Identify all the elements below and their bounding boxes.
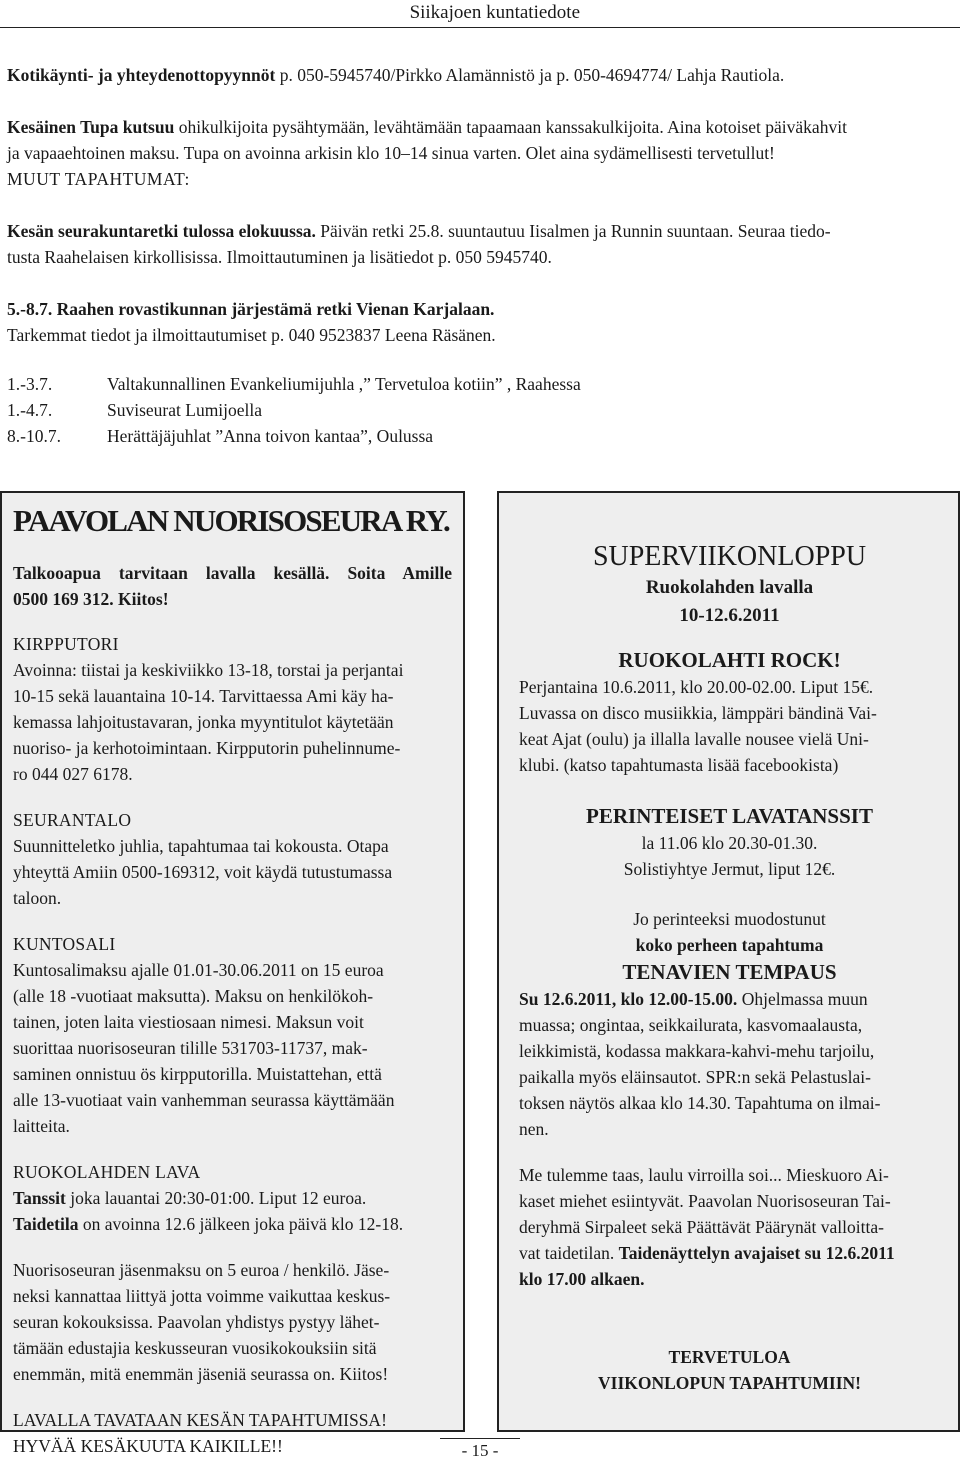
- taidetila-line: [13, 1211, 452, 1237]
- right-box-title: SUPERVIIKONLOPPU: [592, 541, 867, 572]
- rock-heading: RUOKOLAHTI ROCK!: [618, 648, 841, 672]
- tenavien-date: Su 12.6.2011, klo 12.00-15.00.: [519, 989, 738, 1009]
- talkoo-line-2: 0500 169 312. Kiitos!: [13, 589, 169, 609]
- header-rule: [0, 27, 960, 28]
- kirpputori-line: nuoriso- ja kerhotoimintaan. Kirpputorin puhelinnume-: [13, 738, 401, 758]
- kirpputori-line: ro 044 027 6178.: [13, 764, 133, 784]
- ruokolahden-lava-heading: RUOKOLAHDEN LAVA: [13, 1162, 201, 1182]
- seurantalo-heading: SEURANTALO: [13, 810, 132, 830]
- kirpputori-line: Avoinna: tiistai ja keskiviikko 13-18, torstai ja perjantai: [13, 660, 404, 680]
- right-box-subtitle: Ruokolahden lavalla: [645, 577, 814, 598]
- tenavien-line: toksen näytös alkaa klo 14.30. Tapahtuma on ilmai-: [519, 1093, 881, 1113]
- jasenmaksu-line: enemmän, mitä enemmän jäseniä seurassa on. Kiitos!: [13, 1364, 389, 1384]
- avajaiset-time: klo 17.00 alkaen.: [519, 1269, 645, 1289]
- talkoo-line-1: Talkooapua tarvitaan lavalla kesällä. Soita Amille: [13, 563, 452, 583]
- avajaiset-text: Taidenäyttelyn avajaiset su 12.6.2011: [618, 1243, 895, 1263]
- page-number: - 15 -: [461, 1441, 499, 1460]
- taidetila-text: vat taidetilan.: [519, 1243, 619, 1263]
- contact-label: Kotikäynti- ja yhteydenottopyynnöt: [7, 65, 276, 85]
- tenavien-line: [519, 986, 940, 1012]
- kuntosali-line: suorittaa nuorisoseuran tilille 531703-11737, mak-: [13, 1038, 368, 1058]
- kuntosali-line: tainen, joten laita viestiosaan nimesi. Maksun voit: [13, 1012, 364, 1032]
- event-date: 1.-3.7.: [7, 374, 53, 394]
- tenavien-line: paikalla myös eläinsautot. SPR:n sekä Pelastuslai-: [519, 1067, 871, 1087]
- kirpputori-line: 10-15 sekä lauantaina 10-14. Tarvittaessa Ami käy ha-: [13, 686, 394, 706]
- jasenmaksu-line: tämään edustajia keskusseuran vuosikokouksiin sitä: [13, 1338, 377, 1358]
- tenavien-heading: TENAVIEN TEMPAUS: [622, 960, 837, 984]
- superviikonloppu-box: [497, 491, 960, 1432]
- koko-perheen-line: koko perheen tapahtuma: [635, 935, 824, 955]
- tanssit-line: [13, 1185, 452, 1211]
- seurantalo-line: Suunnitteletko juhlia, tapahtumaa tai kokousta. Otapa: [13, 836, 389, 856]
- mieskuoro-line: [519, 1240, 940, 1266]
- tenavien-line: nen.: [519, 1119, 549, 1139]
- list-item: [7, 371, 953, 397]
- tervetuloa-line-1: TERVETULOA: [668, 1347, 791, 1367]
- contact-paragraph: [7, 62, 953, 88]
- perinteeksi-line: Jo perinteeksi muodostunut: [633, 909, 826, 929]
- muut-tapahtumat-heading: MUUT TAPAHTUMAT:: [7, 169, 190, 189]
- kuntosali-line: laitteita.: [13, 1116, 70, 1136]
- contact-text: p. 050-5945740/Pirkko Alamännistö ja p. 050-4694774/ Lahja Rautiola.: [275, 65, 785, 85]
- tenavien-line: muassa; ongintaa, seikkailurata, kasvomaalausta,: [519, 1015, 863, 1035]
- perinteiset-line-1: la 11.06 klo 20.30-01.30.: [641, 833, 818, 853]
- taidetila-label: Taidetila: [13, 1214, 79, 1234]
- event-date: 8.-10.7.: [7, 426, 61, 446]
- closing-line-1: LAVALLA TAVATAAN KESÄN TAPAHTUMISSA!: [13, 1410, 387, 1430]
- taidetila-text: on avoinna 12.6 jälkeen joka päivä klo 12-18.: [78, 1214, 404, 1234]
- retki-label: Kesän seurakuntaretki tulossa elokuussa.: [7, 221, 316, 241]
- list-item: [7, 423, 953, 449]
- perinteiset-line-2: Solistiyhtye Jermut, liput 12€.: [623, 859, 836, 879]
- mieskuoro-line: kaset miehet esiintyvät. Paavolan Nuorisoseuran Tai-: [519, 1191, 891, 1211]
- mieskuoro-line: deryhmä Sirpaleet sekä Päättävät Päärynät valloitta-: [519, 1217, 884, 1237]
- paavola-nuorisoseura-box: [0, 491, 465, 1456]
- retki-text-2: tusta Raahelaisen kirkollisissa. Ilmoittautuminen ja lisätiedot p. 050 5945740.: [7, 247, 552, 267]
- vienan-paragraph: [7, 296, 953, 348]
- tupa-text-1: ohikulkijoita pysähtymään, levähtämään tapaamaan kanssakulkijoita. Aina kotoiset päiväkahvit: [174, 117, 847, 137]
- rock-line: klubi. (katso tapahtumasta lisää facebookista): [519, 755, 839, 775]
- tervetuloa-line-2: VIIKONLOPUN TAPAHTUMIIN!: [598, 1373, 861, 1393]
- jasenmaksu-line: seuran kokouksissa. Paavolan yhdistys pystyy lähet-: [13, 1312, 380, 1332]
- kuntosali-line: alle 13-vuotiaat vain vanhemman seurassa käyttämään: [13, 1090, 395, 1110]
- seurantalo-line: yhteyttä Amiin 0500-169312, voit käydä tutustumassa: [13, 862, 393, 882]
- event-text: Herättäjäjuhlat ”Anna toivon kantaa”, Oulussa: [107, 426, 434, 446]
- event-text: Suviseurat Lumijoella: [107, 400, 263, 420]
- event-text: Valtakunnallinen Evankeliumijuhla ,” Tervetuloa kotiin” , Raahessa: [107, 374, 581, 394]
- rock-line: keat Ajat (oulu) ja illalla lavalle nousee vielä Uni-: [519, 729, 869, 749]
- kuntosali-line: (alle 18 -vuotiaat maksutta). Maksu on henkilökoh-: [13, 986, 374, 1006]
- closing-line-2: HYVÄÄ KESÄKUUTA KAIKILLE!!: [13, 1436, 283, 1456]
- event-date: 1.-4.7.: [7, 400, 53, 420]
- tanssit-label: Tanssit: [13, 1188, 66, 1208]
- seurantalo-line: taloon.: [13, 888, 62, 908]
- jasenmaksu-line: neksi kannattaa liittyä jotta voimme vaikuttaa keskus-: [13, 1286, 391, 1306]
- jasenmaksu-line: Nuorisoseuran jäsenmaksu on 5 euroa / henkilö. Jäse-: [13, 1260, 390, 1280]
- tenavien-text: Ohjelmassa muun: [737, 989, 868, 1009]
- vienan-heading: 5.-8.7. Raahen rovastikunnan järjestämä retki Vienan Karjalaan.: [7, 299, 495, 319]
- tupa-text-2: ja vapaaehtoinen maksu. Tupa on avoinna arkisin klo 10–14 sinua varten. Olet aina sydämellisesti tervetullut!: [7, 143, 775, 163]
- tenavien-line: leikkimistä, kodassa makkara-kahvi-mehu tarjoilu,: [519, 1041, 875, 1061]
- tupa-paragraph: [7, 114, 953, 192]
- right-box-dates: 10-12.6.2011: [679, 605, 780, 626]
- vienan-text: Tarkemmat tiedot ja ilmoittautumiset p. 040 9523837 Leena Räsänen.: [7, 325, 496, 345]
- page-header: [0, 0, 960, 29]
- tupa-label: Kesäinen Tupa kutsuu: [7, 117, 175, 137]
- list-item: [7, 397, 953, 423]
- rock-line: Perjantaina 10.6.2011, klo 20.00-02.00. Liput 15€.: [519, 677, 874, 697]
- publication-title: Siikajoen kuntatiedote: [409, 2, 580, 23]
- kuntosali-line: saminen onnistuu ös kirpputorilla. Muistattehan, että: [13, 1064, 382, 1084]
- kuntosali-line: Kuntosalimaksu ajalle 01.01-30.06.2011 on 15 euroa: [13, 960, 384, 980]
- retki-text-1: Päivän retki 25.8. suuntautuu Iisalmen ja Runnin suuntaan. Seuraa tiedo-: [315, 221, 831, 241]
- kirpputori-line: kemassa lahjoitustavaran, jonka myyntitulot käytetään: [13, 712, 394, 732]
- tanssit-text: joka lauantai 20:30-01:00. Liput 12 euroa.: [65, 1188, 367, 1208]
- rock-line: Luvassa on disco musiikkia, lämppäri bändinä Vai-: [519, 703, 877, 723]
- left-box-title: PAAVOLAN NUORISOSEURA RY.: [13, 503, 449, 538]
- mieskuoro-line: Me tulemme taas, laulu virroilla soi... Mieskuoro Ai-: [519, 1165, 889, 1185]
- kuntosali-heading: KUNTOSALI: [13, 934, 116, 954]
- retki-paragraph: [7, 218, 953, 270]
- event-list: [7, 371, 953, 449]
- kirpputori-heading: KIRPPUTORI: [13, 634, 119, 654]
- perinteiset-heading: PERINTEISET LAVATANSSIT: [586, 804, 873, 828]
